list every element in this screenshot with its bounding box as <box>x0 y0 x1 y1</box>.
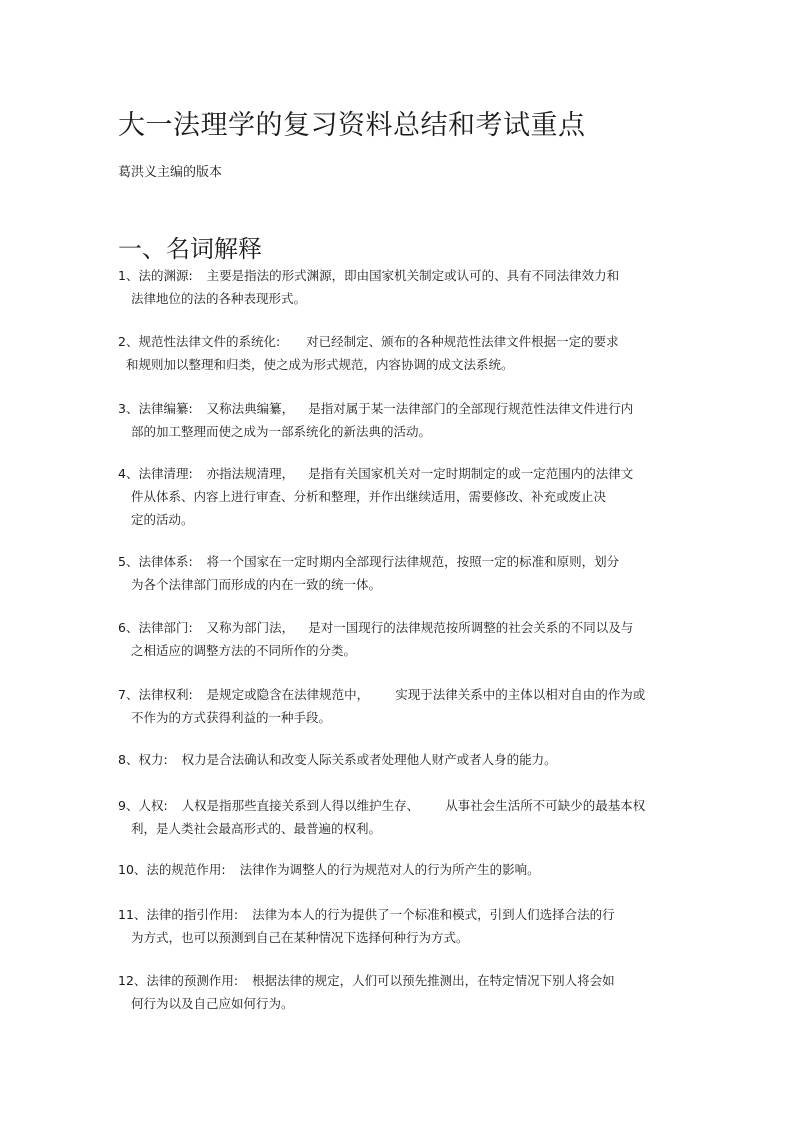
document-title: 大一法理学的复习资料总结和考试重点 <box>118 110 586 141</box>
definition-text: 亦指法规清理， <box>206 466 295 481</box>
definition-item-3 <box>118 397 658 443</box>
definition-item-10 <box>118 858 658 881</box>
definition-term: 7、法律权利: <box>118 687 193 702</box>
definition-item-7 <box>118 683 658 729</box>
definition-term: 2、规范性法律文件的系统化: <box>118 334 281 349</box>
document-subtitle: 葛洪义主编的版本 <box>118 165 223 180</box>
definition-term: 10、法的规范作用: <box>118 862 226 877</box>
definition-text: 法律为本人的行为提供了一个标准和模式，引到人们选择合法的行 <box>252 907 615 922</box>
definition-text: 又称为部门法， <box>206 620 295 635</box>
definition-text: 对已经制定、颁布的各种规范性法律文件根据一定的要求 <box>306 334 619 349</box>
definition-text: 又称法典编纂， <box>206 401 295 416</box>
definition-text: 人权是指那些直接关系到人得以维护生存、 <box>181 798 420 813</box>
definition-text: 之相适应的调整方法的不同所作的分类。 <box>131 643 357 658</box>
definition-term: 6、法律部门: <box>118 620 193 635</box>
definition-text: 件从体系、内容上进行审查、分析和整理，并作出继续适用，需要修改、补充或废止决 <box>131 489 607 504</box>
definition-term: 1、法的渊源: <box>118 268 193 283</box>
definition-text: 何行为以及自己应如何行为。 <box>131 996 294 1011</box>
definition-item-8 <box>118 748 658 771</box>
definition-item-12 <box>118 969 658 1015</box>
definition-text: 是指有关国家机关对一定时期制定的或一定范围内的法律文 <box>308 466 634 481</box>
definition-item-11 <box>118 903 658 949</box>
definition-text: 权力是合法确认和改变人际关系或者处理他人财产或者人身的能力。 <box>181 752 557 767</box>
definition-text: 不作为的方式获得利益的一种手段。 <box>131 710 332 725</box>
definition-item-2 <box>118 330 658 376</box>
definition-text: 为各个法律部门而形成的内在一致的统一体。 <box>131 577 382 592</box>
definition-term: 11、法律的指引作用: <box>118 907 239 922</box>
definition-text: 法律作为调整人的行为规范对人的行为所产生的影响。 <box>239 862 540 877</box>
definition-text: 将一个国家在一定时期内全部现行法律规范，按照一定的标准和原则，划分 <box>206 554 620 569</box>
definition-text: 和规则加以整理和归类，使之成为形式规范，内容协调的成文法系统。 <box>126 357 514 372</box>
definition-term: 12、法律的预测作用: <box>118 973 239 988</box>
definition-item-4 <box>118 462 658 531</box>
definition-text: 部的加工整理而使之成为一部系统化的新法典的活动。 <box>131 424 432 439</box>
definition-term: 5、法律体系: <box>118 554 193 569</box>
definition-text: 从事社会生活所不可缺少的最基本权 <box>445 798 646 813</box>
definition-text: 是规定或隐含在法律规范中， <box>206 687 370 702</box>
definition-text: 根据法律的规定，人们可以预先推测出，在特定情况下别人将会如 <box>252 973 615 988</box>
definition-text: 利，是人类社会最高形式的、最普遍的权利。 <box>131 821 382 836</box>
definition-term: 8、权力: <box>118 752 168 767</box>
definition-text: 为方式，也可以预测到自己在某种情况下选择何种行为方式。 <box>131 930 469 945</box>
definition-term: 9、人权: <box>118 798 168 813</box>
definition-item-6 <box>118 616 658 662</box>
definition-item-9 <box>118 794 658 840</box>
section-heading: 一、名词解释 <box>118 235 262 263</box>
definition-term: 3、法律编纂: <box>118 401 193 416</box>
definition-text: 是对一国现行的法律规范按所调整的社会关系的不同以及与 <box>308 620 634 635</box>
definition-text: 实现于法律关系中的主体以相对自由的作为或 <box>395 687 646 702</box>
definition-text: 是指对属于某一法律部门的全部现行规范性法律文件进行内 <box>308 401 634 416</box>
definition-item-1 <box>118 264 658 310</box>
definition-text: 定的活动。 <box>131 512 194 527</box>
definition-text: 主要是指法的形式渊源，即由国家机关制定或认可的、具有不同法律效力和 <box>206 268 620 283</box>
definition-text: 法律地位的法的各种表现形式。 <box>131 291 307 306</box>
definition-item-5 <box>118 550 658 596</box>
definition-term: 4、法律清理: <box>118 466 193 481</box>
